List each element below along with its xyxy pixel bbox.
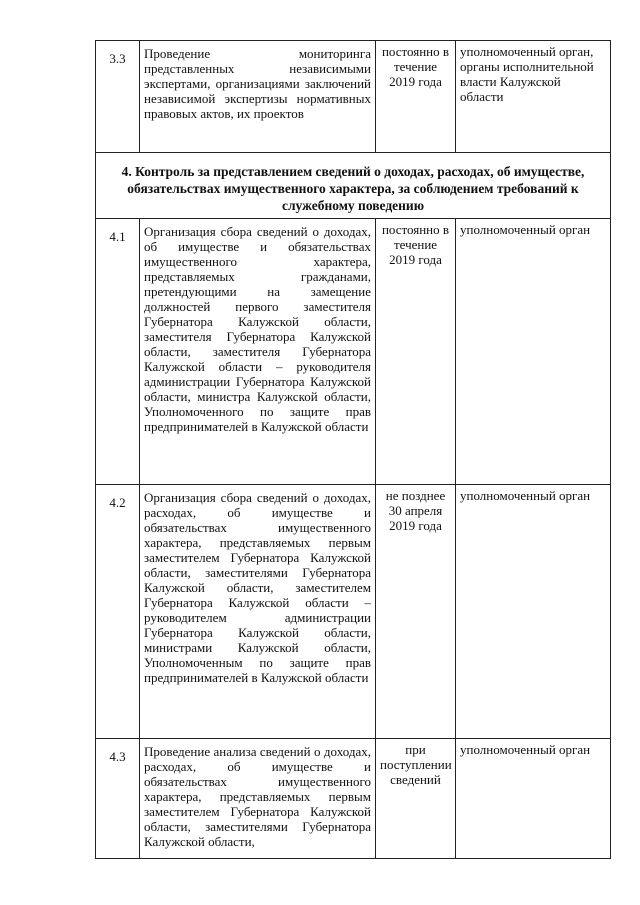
- row-description-text: Проведение анализа сведений о доходах, расходах, об имуществе и обязательствах имущественного характера, представляемых первым заместителем Губернатора Калужской области, заместителями Губернатора Калужской области,: [144, 744, 371, 849]
- row-responsible: уполномоченный орган: [456, 739, 611, 859]
- row-number: 3.3: [96, 41, 140, 153]
- row-term: не позднее 30 апреля 2019 года: [376, 485, 456, 739]
- table-row-4-3: [96, 739, 611, 859]
- row-number: 4.1: [96, 219, 140, 485]
- table-row-4-1: [96, 219, 611, 485]
- section-title: 4. Контроль за представлением сведений о доходах, расходах, об имуществе, обязательствах имущественного характера, за соблюдением требований к служебному поведению: [96, 153, 611, 219]
- table-row-3-3: [96, 41, 611, 153]
- row-number: 4.2: [96, 485, 140, 739]
- measures-table: [95, 40, 611, 859]
- row-description: Организация сбора сведений о доходах, расходах, об имуществе и обязательствах имущественного характера, представляемых первым заместителем Губернатора Калужской области, заместителями Губернатора Калужской области, заместителем Губернатора Калужской области – руководителем администрации Губернатора Калужской области, министрами Калужской области, Уполномоченным по защите прав предпринимателей в Калужской области: [140, 485, 376, 739]
- row-term: при поступлении сведений: [376, 739, 456, 859]
- section-header-row: [96, 153, 611, 219]
- row-term: постоянно в течение 2019 года: [376, 219, 456, 485]
- row-responsible: уполномоченный орган: [456, 219, 611, 485]
- row-number: 4.3: [96, 739, 140, 859]
- table-row-4-2: [96, 485, 611, 739]
- row-description: [140, 739, 376, 859]
- row-description: Организация сбора сведений о доходах, об имуществе и обязательствах имущественного характера, представляемых гражданами, претендующими на замещение должностей первого заместителя Губернатора Калужской области, заместителя Губернатора Калужской области, заместителя Губернатора Калужской области – руководителя администрации Губернатора Калужской области, министра Калужской области, Уполномоченного по защите прав предпринимателей в Калужской области: [140, 219, 376, 485]
- row-responsible: уполномоченный орган, органы исполнительной власти Калужской области: [456, 41, 611, 153]
- row-description: Проведение мониторинга представленных независимыми экспертами, организациями заключений независимой экспертизы нормативных правовых актов, их проектов: [140, 41, 376, 153]
- row-responsible: уполномоченный орган: [456, 485, 611, 739]
- row-term: постоянно в течение 2019 года: [376, 41, 456, 153]
